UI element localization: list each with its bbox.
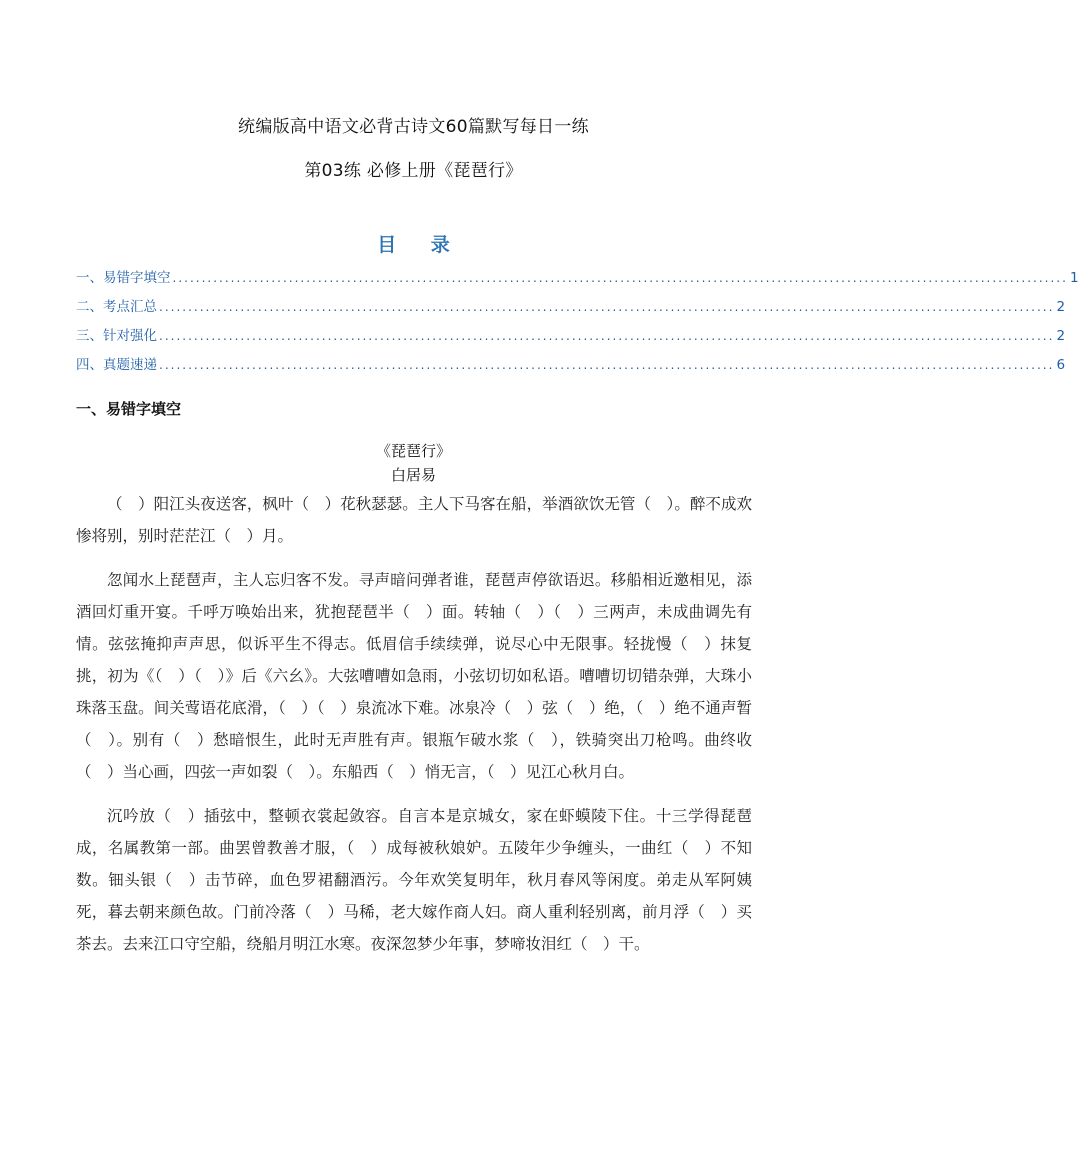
toc-item-page: 6 [1056, 357, 1066, 373]
toc-leader: .......................................................................................................................................................... [159, 300, 1055, 314]
poem-body [76, 488, 752, 972]
toc-item-page: 2 [1056, 328, 1066, 344]
toc-heading: 目 录 [377, 234, 464, 256]
poem-paragraph: 忽闻水上琵琶声，主人忘归客不发。寻声暗问弹者谁，琵琶声停欲语迟。移船相近邀相见，添酒回灯重开宴。千呼万唤始出来，犹抱琵琶半（ ）面。转轴（ ）（ ）三两声，未成曲调先有情。弦弦掩抑声声思，似诉平生不得志。低眉信手续续弹，说尽心中无限事。轻拢慢（ ）抹复挑，初为《（ ）（ ）》后《六幺》。大弦嘈嘈如急雨，小弦切切如私语。嘈嘈切切错杂弹，大珠小珠落玉盘。间关莺语花底滑，（ ）（ ）泉流冰下难。冰泉冷（ ）弦（ ）绝，（ ）绝不通声暂（ ）。别有（ ）愁暗恨生，此时无声胜有声。银瓶乍破水浆（ ），铁骑突出刀枪鸣。曲终收（ ）当心画，四弦一声如裂（ ）。东船西（ ）悄无言，（ ）见江心秋月白。 [76, 571, 752, 781]
toc-leader: .......................................................................................................................................................... [172, 271, 1068, 285]
table-of-contents [76, 266, 1079, 382]
toc-item-label: 二、考点汇总 [76, 299, 157, 315]
section-heading: 一、易错字填空 [76, 400, 182, 418]
toc-leader: .......................................................................................................................................................... [159, 329, 1055, 343]
toc-item-label: 三、针对强化 [76, 328, 157, 344]
toc-item[interactable] [76, 266, 1079, 295]
toc-item-label: 四、真题速递 [76, 357, 157, 373]
poem-title: 《琵琶行》 [375, 442, 451, 460]
poem-author: 白居易 [390, 466, 436, 484]
toc-item-page: 2 [1056, 299, 1066, 315]
toc-item-label: 一、易错字填空 [76, 270, 171, 286]
toc-item-page: 1 [1069, 270, 1079, 286]
toc-item[interactable] [76, 353, 1066, 382]
toc-item[interactable] [76, 324, 1066, 353]
poem-paragraph: （ ）阳江头夜送客，枫叶（ ）花秋瑟瑟。主人下马客在船，举酒欲饮无管（ ）。醉不成欢惨将别，别时茫茫江（ ）月。 [76, 495, 752, 545]
poem-paragraph: 沉吟放（ ）插弦中，整顿衣裳起敛容。自言本是京城女，家在虾蟆陵下住。十三学得琵琶成，名属教第一部。曲罢曾教善才服，（ ）成每被秋娘妒。五陵年少争缠头，一曲红（ ）不知数。钿头银（ ）击节碎，血色罗裙翻酒污。今年欢笑复明年，秋月春风等闲度。弟走从军阿姨死，暮去朝来颜色故。门前冷落（ ）马稀，老大嫁作商人妇。商人重利轻别离，前月浮（ ）买茶去。去来江口守空船，绕船月明江水寒。夜深忽梦少年事，梦啼妆泪红（ ）干。 [76, 807, 752, 953]
document-subtitle: 第03练 必修上册《琵琶行》 [304, 161, 523, 181]
toc-leader: .......................................................................................................................................................... [159, 358, 1055, 372]
document-title: 统编版高中语文必背古诗文60篇默写每日一练 [238, 117, 589, 137]
toc-item[interactable] [76, 295, 1066, 324]
